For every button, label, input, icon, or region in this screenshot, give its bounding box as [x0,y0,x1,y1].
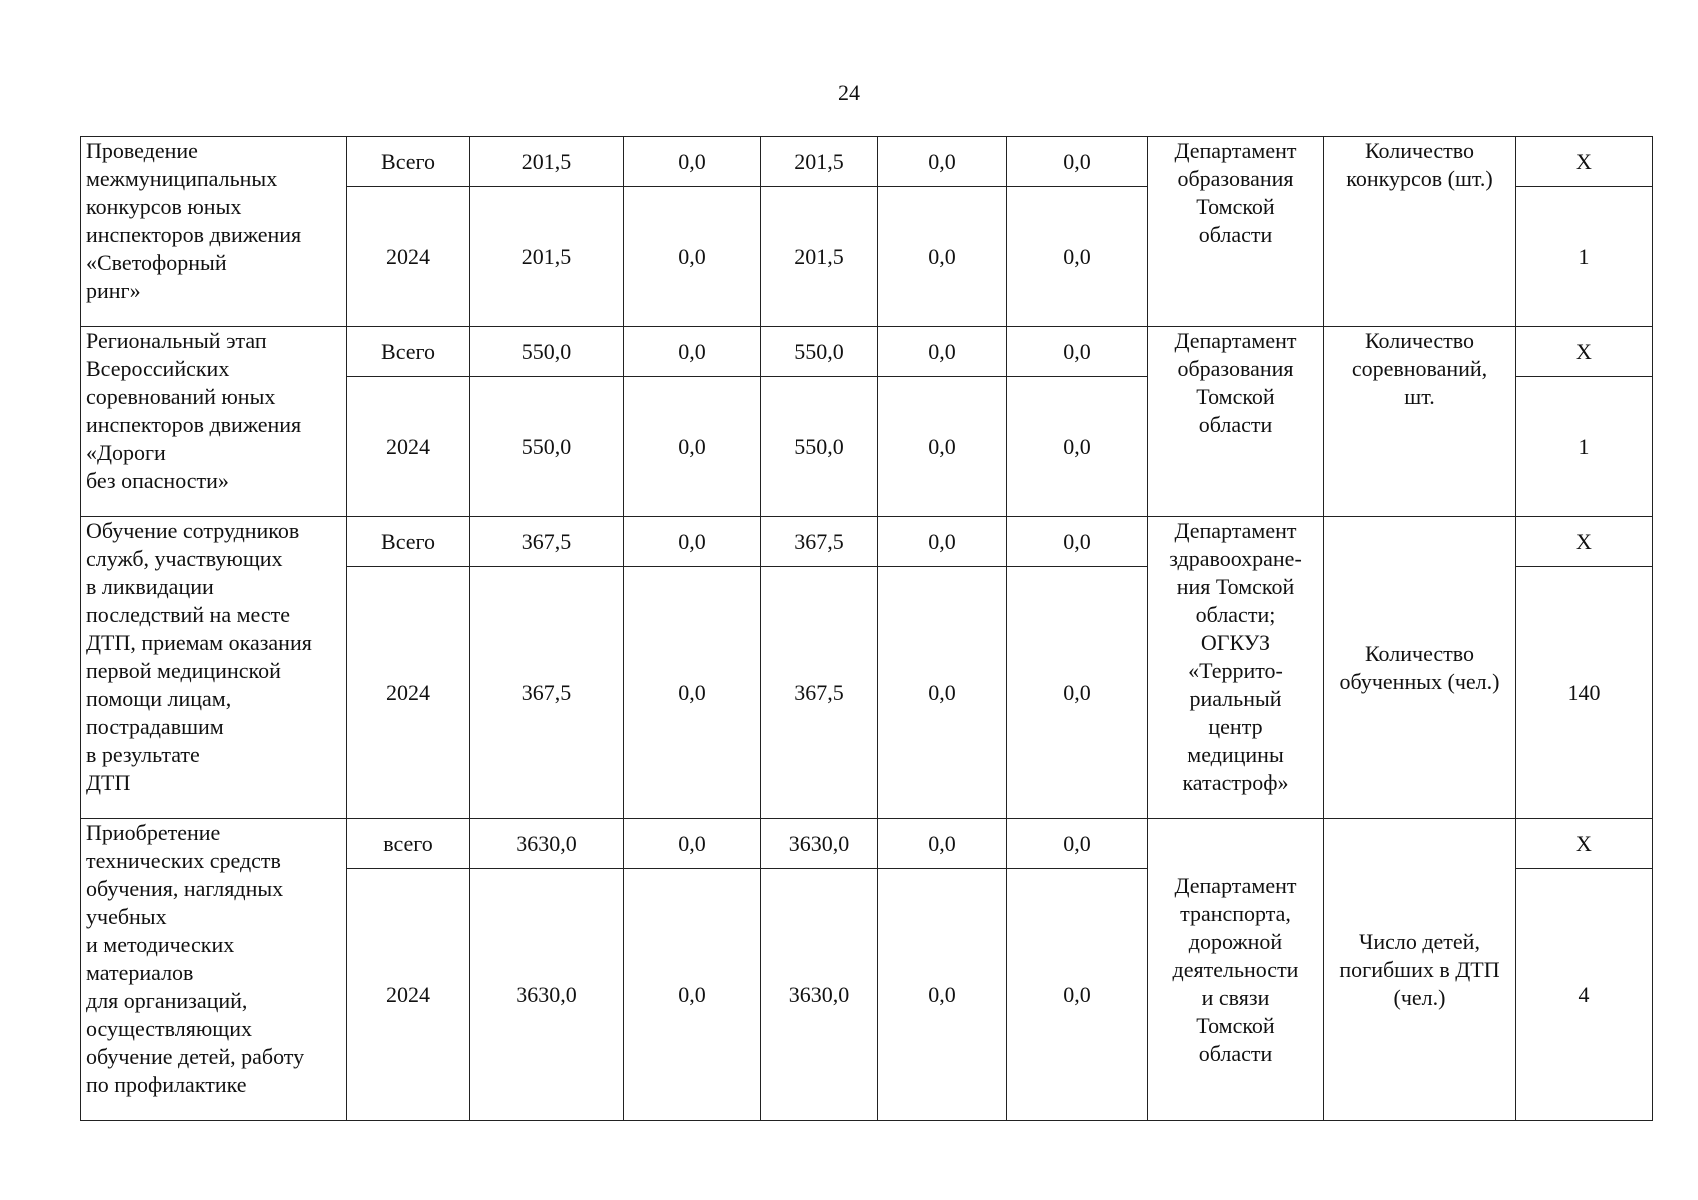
event-name-cell: Региональный этап Всероссийских соревнований юных инспекторов движения «Дороги без опасности» [81,327,347,517]
value-cell: 201,5 [761,137,878,187]
table-row [81,327,1653,377]
value-cell: 550,0 [470,327,624,377]
organization-cell: Департамент здравоохране- ния Томской области; ОГКУЗ «Террито- риальный центр медицины катастроф» [1148,517,1324,819]
indicator-value-cell: 4 [1516,869,1653,1121]
indicator-value-cell: 1 [1516,187,1653,327]
value-cell: 0,0 [1007,517,1148,567]
value-cell: 550,0 [470,377,624,517]
period-cell: 2024 [347,187,470,327]
period-cell: 2024 [347,869,470,1121]
value-cell: 0,0 [878,819,1007,869]
value-cell: 550,0 [761,327,878,377]
period-cell: Всего [347,137,470,187]
value-cell: 0,0 [878,517,1007,567]
table-row [81,819,1653,869]
period-cell: 2024 [347,567,470,819]
value-cell: 0,0 [1007,327,1148,377]
value-cell: 550,0 [761,377,878,517]
period-cell: Всего [347,517,470,567]
indicator-value-cell: 140 [1516,567,1653,819]
event-name-cell: Обучение сотрудников служб, участвующих в ликвидации последствий на месте ДТП, приемам оказания первой медицинской помощи лицам, пострадавшим в результате ДТП [81,517,347,819]
value-cell: 367,5 [470,517,624,567]
value-cell: 0,0 [878,377,1007,517]
value-cell: 0,0 [1007,187,1148,327]
value-cell: 0,0 [878,137,1007,187]
value-cell: 0,0 [1007,567,1148,819]
program-table [80,136,1653,1121]
value-cell: 0,0 [624,377,761,517]
period-cell: 2024 [347,377,470,517]
indicator-value-cell: 1 [1516,377,1653,517]
organization-cell: Департамент транспорта, дорожной деятельности и связи Томской области [1148,819,1324,1121]
value-cell: 3630,0 [761,869,878,1121]
value-cell: 3630,0 [470,819,624,869]
value-cell: 3630,0 [470,869,624,1121]
page-number: 24 [838,80,860,105]
value-cell: 0,0 [1007,869,1148,1121]
organization-cell: Департамент образования Томской области [1148,327,1324,517]
indicator-cell: Количество конкурсов (шт.) [1324,137,1516,327]
value-cell: 0,0 [878,187,1007,327]
indicator-cell: Количество обученных (чел.) [1324,517,1516,819]
value-cell: 0,0 [624,517,761,567]
indicator-value-cell: X [1516,137,1653,187]
value-cell: 0,0 [1007,377,1148,517]
value-cell: 0,0 [624,869,761,1121]
indicator-value-cell: X [1516,517,1653,567]
value-cell: 367,5 [761,567,878,819]
value-cell: 0,0 [624,327,761,377]
organization-cell: Департамент образования Томской области [1148,137,1324,327]
indicator-cell: Количество соревнований, шт. [1324,327,1516,517]
indicator-value-cell: X [1516,819,1653,869]
indicator-cell: Число детей, погибших в ДТП (чел.) [1324,819,1516,1121]
period-cell: всего [347,819,470,869]
value-cell: 0,0 [624,819,761,869]
event-name-cell: Приобретение технических средств обучения, наглядных учебных и методических материалов для организаций, осуществляющих обучение детей, работу по профилактике [81,819,347,1121]
value-cell: 0,0 [878,327,1007,377]
indicator-value-cell: X [1516,327,1653,377]
value-cell: 0,0 [1007,819,1148,869]
value-cell: 3630,0 [761,819,878,869]
value-cell: 0,0 [1007,137,1148,187]
value-cell: 0,0 [624,567,761,819]
event-name-cell: Проведение межмуниципальных конкурсов юных инспекторов движения «Светофорный ринг» [81,137,347,327]
value-cell: 0,0 [624,187,761,327]
value-cell: 0,0 [624,137,761,187]
value-cell: 367,5 [761,517,878,567]
value-cell: 0,0 [878,567,1007,819]
value-cell: 367,5 [470,567,624,819]
period-cell: Всего [347,327,470,377]
value-cell: 201,5 [470,187,624,327]
value-cell: 0,0 [878,869,1007,1121]
table-row [81,137,1653,187]
table-row [81,517,1653,567]
value-cell: 201,5 [761,187,878,327]
value-cell: 201,5 [470,137,624,187]
